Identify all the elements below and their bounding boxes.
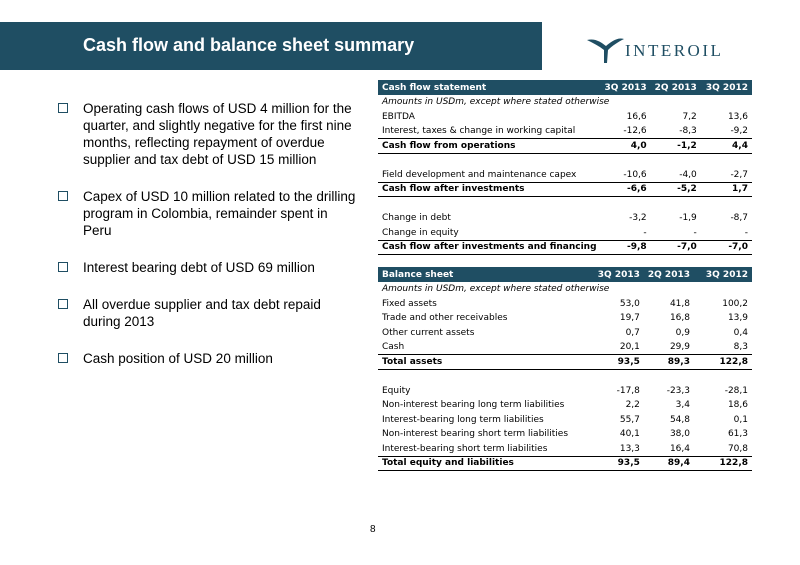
table-subtitle-row bbox=[378, 95, 752, 110]
checkbox-bullet-icon bbox=[58, 299, 68, 309]
checkbox-bullet-icon bbox=[58, 262, 68, 272]
bullet-item bbox=[58, 259, 358, 276]
table-row bbox=[378, 340, 752, 355]
checkbox-bullet-icon bbox=[58, 191, 68, 201]
table-row bbox=[378, 427, 752, 442]
bullet-item bbox=[58, 350, 358, 367]
table-row bbox=[378, 124, 752, 139]
table-cell: Interest, taxes & change in working capital bbox=[378, 124, 601, 139]
table-row bbox=[378, 326, 752, 341]
title-bar bbox=[0, 22, 542, 70]
table-header-cell: Balance sheet bbox=[378, 267, 594, 282]
table-cell: 20,1 bbox=[594, 340, 644, 355]
bullet-list bbox=[58, 100, 358, 387]
table-cell: Fixed assets bbox=[382, 298, 437, 309]
table-cell: 2,2 bbox=[625, 400, 640, 411]
table-cell: Equity bbox=[382, 385, 411, 396]
table-cell: -6,6 bbox=[601, 182, 651, 197]
table-cell: 70,8 bbox=[694, 442, 752, 457]
table-header-cell: 3Q 2013 bbox=[594, 267, 644, 282]
balance-sheet-table bbox=[378, 267, 752, 471]
table-row bbox=[378, 226, 752, 241]
table-cell: 13,6 bbox=[727, 111, 748, 122]
table-total-row bbox=[378, 139, 752, 154]
bullet-text: Cash position of USD 20 million bbox=[83, 351, 273, 366]
table-cell: Field development and maintenance capex bbox=[378, 168, 601, 183]
table-header-cell: 3Q 2013 bbox=[601, 80, 651, 95]
table-total-row bbox=[378, 240, 752, 255]
table-header-cell: 2Q 2013 bbox=[644, 267, 694, 282]
table-cell: 1,7 bbox=[701, 182, 752, 197]
table-cell: Change in debt bbox=[382, 213, 451, 224]
table-row bbox=[378, 398, 752, 413]
table-cell: Cash flow after investments bbox=[378, 182, 601, 197]
table-header-cell: 3Q 2012 bbox=[694, 267, 752, 282]
table-cell: -9,2 bbox=[701, 124, 752, 139]
table-cell: Total equity and liabilities bbox=[378, 456, 594, 471]
table-cell: 41,8 bbox=[669, 298, 690, 309]
table-subtitle: Amounts in USDm, except where stated otherwise bbox=[382, 97, 610, 108]
table-cell: -17,8 bbox=[616, 385, 640, 396]
page-title: Cash flow and balance sheet summary bbox=[83, 35, 415, 55]
table-cell: 16,8 bbox=[669, 313, 690, 324]
table-header-cell: Cash flow statement bbox=[378, 80, 601, 95]
table-cell: -8,3 bbox=[651, 124, 701, 139]
table-cell: 122,8 bbox=[694, 355, 752, 370]
table-total-row bbox=[378, 355, 752, 370]
table-subtitle-row bbox=[378, 282, 752, 297]
table-cell: 13,9 bbox=[727, 313, 748, 324]
table-cell: Interest-bearing long term liabilities bbox=[382, 414, 544, 425]
table-total-row bbox=[378, 456, 752, 471]
table-header-row bbox=[378, 80, 752, 95]
table-cell: -1,9 bbox=[679, 213, 697, 224]
table-cell: Non-interest bearing long term liabilities bbox=[382, 400, 565, 411]
table-cell: 89,3 bbox=[644, 355, 694, 370]
table-cell: -28,1 bbox=[724, 385, 748, 396]
table-spacer-row bbox=[378, 197, 752, 212]
table-row bbox=[378, 311, 752, 326]
table-subtitle: Amounts in USDm, except where stated otherwise bbox=[382, 284, 610, 295]
bullet-text: Capex of USD 10 million related to the drilling program in Colombia, remainder spent in Peru bbox=[83, 189, 356, 238]
table-cell: -23,3 bbox=[666, 385, 690, 396]
table-row bbox=[378, 211, 752, 226]
table-cell: 93,5 bbox=[594, 456, 644, 471]
whale-tail-icon bbox=[585, 34, 625, 64]
table-cell: Cash flow after investments and financing bbox=[378, 240, 601, 255]
table-cell: 93,5 bbox=[594, 355, 644, 370]
bullet-item bbox=[58, 296, 358, 330]
table-cell: 0,1 bbox=[733, 414, 748, 425]
page-number: 8 bbox=[370, 524, 376, 535]
table-cell: 54,8 bbox=[669, 414, 690, 425]
table-cell: -5,2 bbox=[651, 182, 701, 197]
table-cell: Change in equity bbox=[378, 226, 601, 241]
table-cell: Cash bbox=[378, 340, 594, 355]
table-cell: 38,0 bbox=[669, 429, 690, 440]
bullet-text: Operating cash flows of USD 4 million for the quarter, and slightly negative for the first nine months, reflecting repayment of overdue supplier and tax debt of USD 15 million bbox=[83, 101, 352, 167]
table-cell: - bbox=[651, 226, 701, 241]
table-cell: 4,0 bbox=[601, 139, 651, 154]
table-total-row bbox=[378, 182, 752, 197]
table-row bbox=[378, 413, 752, 428]
cash-flow-table bbox=[378, 80, 752, 255]
table-cell: EBITDA bbox=[382, 111, 415, 122]
logo-text: INTEROIL bbox=[625, 41, 724, 60]
table-cell: -4,0 bbox=[651, 168, 701, 183]
table-cell: 19,7 bbox=[619, 313, 640, 324]
table-cell: 100,2 bbox=[722, 298, 748, 309]
table-row bbox=[378, 110, 752, 125]
table-cell: Interest-bearing short term liabilities bbox=[378, 442, 594, 457]
checkbox-bullet-icon bbox=[58, 353, 68, 363]
table-cell: 89,4 bbox=[644, 456, 694, 471]
table-cell: -8,7 bbox=[730, 213, 748, 224]
table-cell: 61,3 bbox=[727, 429, 748, 440]
table-spacer-row bbox=[378, 369, 752, 384]
bullet-text: All overdue supplier and tax debt repaid during 2013 bbox=[83, 297, 321, 329]
table-cell: -3,2 bbox=[629, 213, 647, 224]
table-header-row bbox=[378, 267, 752, 282]
table-cell: 0,4 bbox=[733, 327, 748, 338]
table-cell: Trade and other receivables bbox=[382, 313, 508, 324]
table-header-cell: 3Q 2012 bbox=[701, 80, 752, 95]
table-cell: -10,6 bbox=[601, 168, 651, 183]
table-cell: 16,6 bbox=[626, 111, 647, 122]
table-cell: -7,0 bbox=[701, 240, 752, 255]
bullet-text: Interest bearing debt of USD 69 million bbox=[83, 260, 315, 275]
table-cell: -1,2 bbox=[651, 139, 701, 154]
table-cell: Other current assets bbox=[382, 327, 475, 338]
company-logo bbox=[585, 34, 745, 64]
table-cell: -12,6 bbox=[601, 124, 651, 139]
table-header-cell: 2Q 2013 bbox=[651, 80, 701, 95]
table-row bbox=[378, 297, 752, 312]
table-row bbox=[378, 442, 752, 457]
table-cell: Cash flow from operations bbox=[378, 139, 601, 154]
checkbox-bullet-icon bbox=[58, 103, 68, 113]
table-cell: 7,2 bbox=[682, 111, 697, 122]
table-cell: 0,9 bbox=[675, 327, 690, 338]
table-row bbox=[378, 168, 752, 183]
table-cell: -7,0 bbox=[651, 240, 701, 255]
table-cell: 122,8 bbox=[694, 456, 752, 471]
table-cell: -2,7 bbox=[701, 168, 752, 183]
table-cell: 3,4 bbox=[675, 400, 690, 411]
table-cell: 13,3 bbox=[594, 442, 644, 457]
table-cell: 4,4 bbox=[701, 139, 752, 154]
table-cell: 40,1 bbox=[619, 429, 640, 440]
table-cell: - bbox=[701, 226, 752, 241]
table-cell: 16,4 bbox=[644, 442, 694, 457]
table-cell: 55,7 bbox=[619, 414, 640, 425]
bullet-item bbox=[58, 188, 358, 239]
table-cell: 8,3 bbox=[694, 340, 752, 355]
table-cell: -9,8 bbox=[601, 240, 651, 255]
table-cell: 29,9 bbox=[644, 340, 694, 355]
table-cell: Total assets bbox=[378, 355, 594, 370]
table-spacer-row bbox=[378, 153, 752, 168]
table-cell: 0,7 bbox=[625, 327, 640, 338]
table-cell: - bbox=[601, 226, 651, 241]
table-cell: 53,0 bbox=[619, 298, 640, 309]
table-cell: 18,6 bbox=[727, 400, 748, 411]
table-row bbox=[378, 384, 752, 399]
bullet-item bbox=[58, 100, 358, 168]
table-cell: Non-interest bearing short term liabilities bbox=[382, 429, 569, 440]
